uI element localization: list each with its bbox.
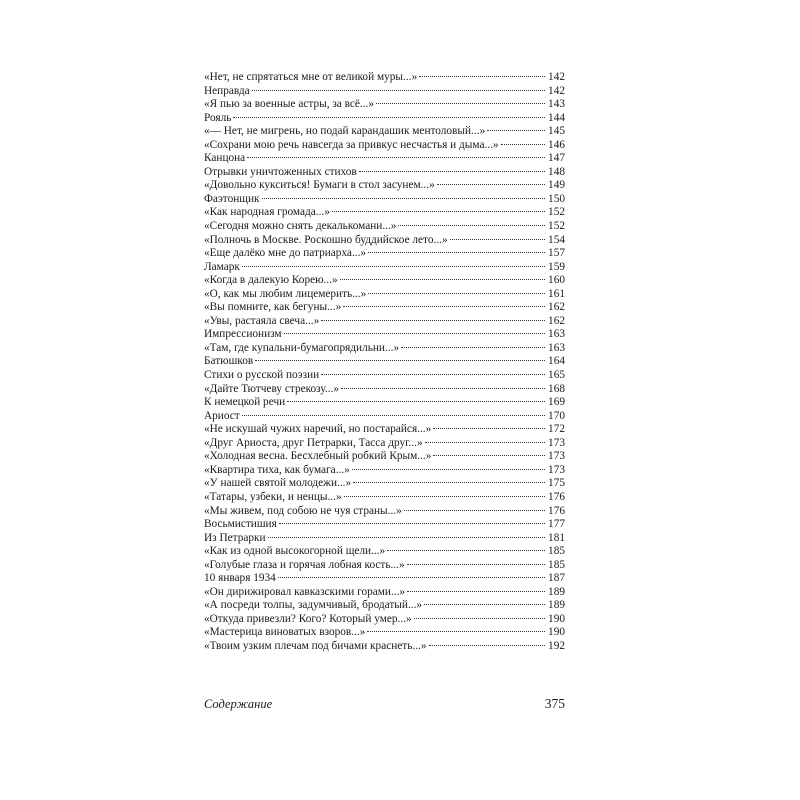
toc-entry-title: 10 января 1934 — [204, 572, 276, 585]
dot-leader — [252, 90, 545, 91]
toc-entry-title: «Татары, узбеки, и ненцы...» — [204, 490, 342, 503]
toc-entry-title: «Он дирижировал кавказскими горами...» — [204, 585, 406, 598]
dot-leader — [344, 496, 545, 497]
toc-entry-title: «Довольно кукситься! Бумаги в стол засунем...» — [204, 179, 435, 192]
toc-entry-title: Из Петрарки — [204, 531, 266, 544]
toc-entry-title: Отрывки уничтоженных стихов — [204, 165, 357, 178]
toc-entry-page: 163 — [548, 341, 565, 354]
toc-entry — [204, 139, 565, 153]
toc-entry — [204, 464, 565, 478]
toc-entry-title: «Я пью за военные астры, за всё...» — [204, 98, 375, 111]
dot-leader — [247, 157, 545, 158]
toc-entry-title: «Голубые глаза и горячая лобная кость...» — [204, 558, 405, 571]
toc-entry-page: 185 — [548, 545, 565, 558]
toc-entry-title: «Мастерица виноватых взоров...» — [204, 626, 366, 639]
toc-entry-page: 157 — [548, 247, 565, 260]
toc-entry-title: «Как из одной высокогорной щели...» — [204, 545, 386, 558]
dot-leader — [343, 306, 545, 307]
running-footer-title: Содержание — [204, 697, 273, 711]
toc-entry — [204, 206, 565, 220]
toc-entry-page: 161 — [548, 287, 565, 300]
toc-entry-page: 164 — [548, 355, 565, 368]
dot-leader — [352, 469, 545, 470]
dot-leader — [255, 360, 545, 361]
toc-entry — [204, 532, 565, 546]
toc-entry-title: «Нет, не спрятаться мне от великой муры...» — [204, 71, 418, 83]
toc-entry — [204, 559, 565, 573]
toc-entry-page: 143 — [548, 98, 565, 111]
toc-entry — [204, 98, 565, 112]
toc-entry — [204, 396, 565, 410]
toc-entry-page: 181 — [548, 531, 565, 544]
dot-leader — [340, 279, 545, 280]
toc-entry — [204, 505, 565, 519]
toc-entry-title: «Вы помните, как бегуны...» — [204, 301, 342, 314]
dot-leader — [262, 198, 545, 199]
toc-entry-page: 142 — [548, 71, 565, 83]
toc-entry-page: 152 — [548, 220, 565, 233]
dot-leader — [321, 374, 545, 375]
toc-entry — [204, 193, 565, 207]
toc-entry-page: 152 — [548, 206, 565, 219]
toc-entry — [204, 545, 565, 559]
toc-entry-title: «А посреди толпы, задумчивый, бродатый...» — [204, 599, 423, 612]
toc-entry-page: 154 — [548, 233, 565, 246]
toc-entry-page: 172 — [548, 423, 565, 436]
toc-entry-title: «Мы живем, под собою не чуя страны...» — [204, 504, 402, 517]
dot-leader — [433, 455, 545, 456]
toc-entry-page: 159 — [548, 260, 565, 273]
dot-leader — [407, 564, 545, 565]
toc-entry-title: Стихи о русской поэзии — [204, 369, 320, 382]
toc-entry — [204, 572, 565, 586]
dot-leader — [401, 347, 545, 348]
toc-entry-title: «Дайте Тютчеву стрекозу...» — [204, 382, 340, 395]
toc-entry-page: 190 — [548, 612, 565, 625]
dot-leader — [414, 618, 545, 619]
dot-leader — [233, 117, 545, 118]
toc-entry-title: «— Нет, не мигрень, но подай карандашик ментоловый...» — [204, 125, 486, 138]
toc-entry-title: «Там, где купальни-бумагопрядильни...» — [204, 341, 400, 354]
dot-leader — [487, 130, 545, 131]
toc-entry — [204, 288, 565, 302]
toc-entry-title: «Полночь в Москве. Роскошно буддийское лето...» — [204, 233, 448, 246]
toc-entry-page: 142 — [548, 84, 565, 97]
dot-leader — [284, 333, 545, 334]
toc-entry — [204, 369, 565, 383]
dot-leader — [429, 645, 546, 646]
dot-leader — [341, 388, 545, 389]
toc-entry-title: «Сегодня можно снять декалькомани...» — [204, 220, 397, 233]
page-number: 375 — [544, 696, 565, 711]
toc-entry — [204, 301, 565, 315]
toc-entry-page: 150 — [548, 192, 565, 205]
dot-leader — [437, 184, 545, 185]
toc-entry — [204, 491, 565, 505]
toc-entry-page: 148 — [548, 165, 565, 178]
dot-leader — [367, 631, 545, 632]
dot-leader — [450, 239, 545, 240]
toc-entry-page: 189 — [548, 599, 565, 612]
toc-entry-page: 163 — [548, 328, 565, 341]
toc-entry-title: «Еще далёко мне до патриарха...» — [204, 247, 367, 260]
toc-entry-page: 175 — [548, 477, 565, 490]
dot-leader — [321, 320, 545, 321]
toc-entry-title: Рояль — [204, 111, 232, 124]
dot-leader — [425, 442, 545, 443]
dot-leader — [404, 510, 545, 511]
toc-entry-title: «Сохрани мою речь навсегда за привкус несчастья и дыма...» — [204, 138, 499, 151]
toc-entry-page: 149 — [548, 179, 565, 192]
toc-entry — [204, 355, 565, 369]
toc-entry-page: 144 — [548, 111, 565, 124]
toc-entry-title: Импрессионизм — [204, 328, 282, 341]
toc-entry-page: 160 — [548, 274, 565, 287]
toc-entry-title: Канцона — [204, 152, 246, 165]
dot-leader — [424, 604, 545, 605]
toc-entry-page: 147 — [548, 152, 565, 165]
toc-entry — [204, 599, 565, 613]
dot-leader — [387, 550, 545, 551]
toc-entry-title: Ламарк — [204, 260, 240, 273]
toc-entry-page: 189 — [548, 585, 565, 598]
toc-entry-page: 176 — [548, 490, 565, 503]
toc-entry-page: 173 — [548, 463, 565, 476]
dot-leader — [268, 537, 545, 538]
toc-entry — [204, 342, 565, 356]
dot-leader — [501, 144, 545, 145]
toc-entry — [204, 437, 565, 451]
toc-entry — [204, 247, 565, 261]
dot-leader — [353, 482, 545, 483]
toc-entry — [204, 518, 565, 532]
toc-entry-page: 162 — [548, 301, 565, 314]
toc-entry-page: 176 — [548, 504, 565, 517]
toc-entry — [204, 640, 565, 654]
toc-entry-title: «У нашей святой молодежи...» — [204, 477, 352, 490]
toc-entry-title: «Квартира тиха, как бумага...» — [204, 463, 350, 476]
dot-leader — [376, 103, 545, 104]
toc-entry — [204, 234, 565, 248]
toc-entry — [204, 613, 565, 627]
toc-entry — [204, 85, 565, 99]
dot-leader — [242, 415, 545, 416]
toc-entry — [204, 477, 565, 491]
toc-entry — [204, 179, 565, 193]
toc-entry-page: 173 — [548, 436, 565, 449]
dot-leader — [287, 401, 545, 402]
toc-entry — [204, 328, 565, 342]
toc-entry-title: Неправда — [204, 84, 250, 97]
toc-entry — [204, 112, 565, 126]
toc-entry-page: 168 — [548, 382, 565, 395]
dot-leader — [359, 171, 545, 172]
dot-leader — [278, 577, 545, 578]
toc-entry-title: «Не искушай чужих наречий, но постарайся...» — [204, 423, 432, 436]
toc-entry — [204, 220, 565, 234]
toc-entry — [204, 450, 565, 464]
toc-entry-page: 185 — [548, 558, 565, 571]
toc-entry-title: «Когда в далекую Корею...» — [204, 274, 338, 287]
toc-entry-title: «Как народная громада...» — [204, 206, 330, 219]
toc-entry-page: 170 — [548, 409, 565, 422]
toc-entry — [204, 125, 565, 139]
toc-entry — [204, 71, 565, 85]
dot-leader — [433, 428, 545, 429]
toc-entry-title: Ариост — [204, 409, 240, 422]
toc-entry-page: 190 — [548, 626, 565, 639]
toc-entry — [204, 315, 565, 329]
toc-entry-page: 187 — [548, 572, 565, 585]
toc-entry-title: Батюшков — [204, 355, 254, 368]
toc-entry-page: 146 — [548, 138, 565, 151]
toc-entry-page: 192 — [548, 639, 565, 652]
toc-entry — [204, 274, 565, 288]
table-of-contents — [204, 71, 565, 654]
dot-leader — [419, 76, 545, 77]
toc-entry — [204, 586, 565, 600]
toc-entry-title: К немецкой речи — [204, 396, 286, 409]
toc-entry — [204, 383, 565, 397]
toc-entry-title: «Друг Ариоста, друг Петрарки, Тасса друг...» — [204, 436, 423, 449]
toc-entry — [204, 423, 565, 437]
toc-entry-title: «О, как мы любим лицемерить...» — [204, 287, 367, 300]
toc-entry — [204, 261, 565, 275]
toc-entry — [204, 166, 565, 180]
dot-leader — [368, 252, 545, 253]
toc-entry-page: 169 — [548, 396, 565, 409]
dot-leader — [368, 293, 545, 294]
dot-leader — [332, 211, 545, 212]
toc-entry-page: 165 — [548, 369, 565, 382]
toc-entry-title: «Увы, растаяла свеча...» — [204, 314, 320, 327]
toc-entry-title: Восьмистишия — [204, 518, 277, 531]
dot-leader — [242, 266, 545, 267]
toc-entry-title: «Холодная весна. Бесхлебный робкий Крым...» — [204, 450, 432, 463]
toc-entry-page: 177 — [548, 518, 565, 531]
toc-entry-title: Фаэтонщик — [204, 192, 260, 205]
dot-leader — [407, 591, 545, 592]
toc-entry-page: 162 — [548, 314, 565, 327]
dot-leader — [279, 523, 545, 524]
toc-entry — [204, 152, 565, 166]
toc-entry — [204, 410, 565, 424]
toc-entry-page: 173 — [548, 450, 565, 463]
toc-entry — [204, 626, 565, 640]
toc-entry-title: «Твоим узким плечам под бичами краснеть...» — [204, 639, 427, 652]
dot-leader — [398, 225, 545, 226]
toc-entry-title: «Откуда привезли? Кого? Который умер...» — [204, 612, 412, 625]
toc-entry-page: 145 — [548, 125, 565, 138]
